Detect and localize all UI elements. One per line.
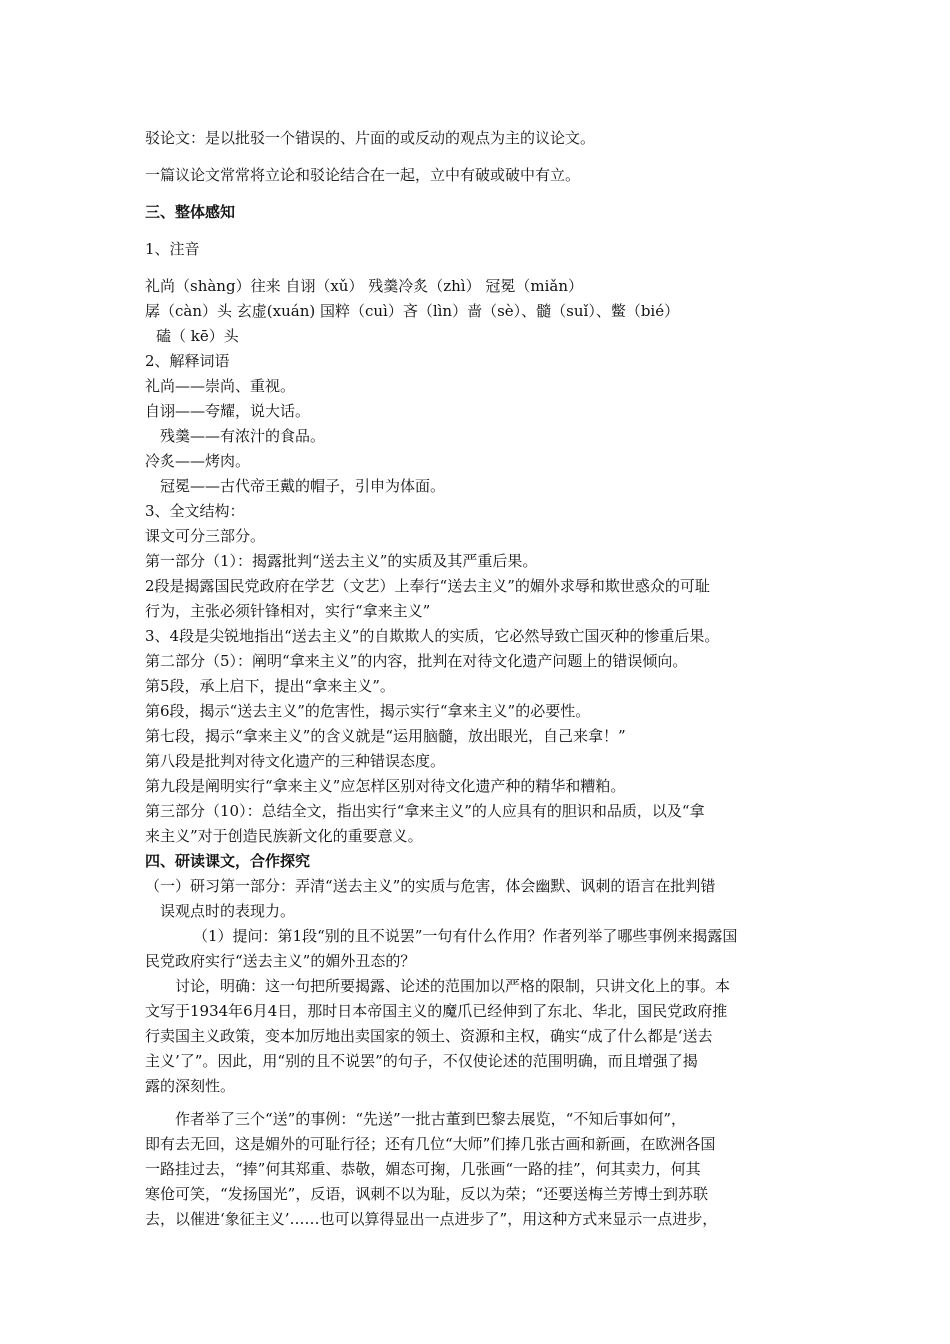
section-heading: 四、研读课文，合作探究 [145,852,311,870]
text-line: 第5段，承上启下，提出“拿来主义”。 [145,677,395,695]
discussion-line: 露的深刻性。 [145,1077,236,1095]
text-line: 一篇议论文常常将立论和驳论结合在一起，立中有破或破中有立。 [145,166,581,184]
text-line: 3、4段是尖锐地指出“送去主义”的自欺欺人的实质，它必然导致亡国灭种的惨重后果。 [145,627,720,645]
text-line: 行为，主张必须针锋相对，实行“拿来主义” [145,602,431,620]
text-line: 来主义”对于创造民族新文化的重要意义。 [145,827,423,845]
question-line: 民党政府实行“送去主义”的媚外丑态的？ [145,952,416,970]
pinyin-line: 礼尚（shàng）往来 自诩（xǔ） 残羹冷炙（zhì） 冠冕（miǎn） [145,277,583,295]
subheading: 1、注音 [145,240,200,258]
document-body [145,126,810,1232]
discussion-line: 讨论，明确：这一句把所要揭露、论述的范围加以严格的限制，只讲文化上的事。本 [175,977,731,995]
subheading: 3、全文结构： [145,502,245,520]
text-line: （一）研习第一部分：弄清“送去主义”的实质与危害，体会幽默、讽刺的语言在批判错 [145,877,716,895]
definition-line: 冷炙——烤肉。 [145,452,251,470]
discussion-line: 即有去无回，这是媚外的可耻行径；还有几位“大师”们捧几张古画和新画，在欧洲各国 [145,1135,716,1153]
pinyin-line: 孱（càn）头 玄虚(xuán) 国粹（cuì）吝（lìn）啬（sè）、髓（suǐ）、鳖（bié） [145,302,680,320]
definition-line: 残羹——有浓汁的食品。 [160,427,326,445]
text-line: 第八段是批判对待文化遗产的三种错误态度。 [145,752,446,770]
text-line: 误观点时的表现力。 [160,902,296,920]
text-line: 课文可分三部分。 [145,527,266,545]
text-line: 第三部分（10）：总结全文，指出实行“拿来主义”的人应具有的胆识和品质，以及“拿 [145,802,705,820]
text-line: 第七段，揭示“拿来主义”的含义就是“运用脑髓，放出眼光，自己来拿！” [145,727,626,745]
text-line: 驳论文：是以批驳一个错误的、片面的或反动的观点为主的议论文。 [145,129,596,147]
pinyin-line: 磕（ kē）头 [156,327,239,345]
subheading: 2、解释词语 [145,352,230,370]
discussion-line: 作者举了三个“送”的事例：“先送”一批古董到巴黎去展览，“不知后事如何”， [175,1110,687,1128]
text-line: 第一部分（1）：揭露批判“送去主义”的实质及其严重后果。 [145,552,538,570]
text-line: 第6段，揭示“送去主义”的危害性，揭示实行“拿来主义”的必要性。 [145,702,591,720]
definition-line: 礼尚——崇尚、重视。 [145,377,296,395]
discussion-line: 去，以催进‘象征主义’……也可以算得显出一点进步了”，用这种方式来显示一点进步， [145,1210,718,1228]
text-line: 第九段是阐明实行“拿来主义”应怎样区别对待文化遗产种的精华和糟粕。 [145,777,626,795]
discussion-line: 文写于1934年6月4日，那时日本帝国主义的魔爪已经伸到了东北、华北，国民党政府推 [145,1002,728,1020]
section-heading: 三、整体感知 [145,203,236,221]
discussion-line: 一路挂过去，“捧”何其郑重、恭敬，媚态可掬，几张画“一路的挂”，何其卖力，何其 [145,1160,701,1178]
text-line: 第二部分（5）：阐明“拿来主义”的内容，批判在对待文化遗产问题上的错误倾向。 [145,652,688,670]
discussion-line: 行卖国主义政策，变本加厉地出卖国家的领土、资源和主权，确实“成了什么都是‘送去 [145,1027,713,1045]
discussion-line: 寒伧可笑，“发扬国光”，反语，讽刺不以为耻，反以为荣；“还要送梅兰芳博士到苏联 [145,1185,709,1203]
definition-line: 冠冕——古代帝王戴的帽子，引申为体面。 [160,477,446,495]
text-line: 2段是揭露国民党政府在学艺（文艺）上奉行“送去主义”的媚外求辱和欺世惑众的可耻 [145,577,710,595]
discussion-line: 主义’了”。因此，用“别的且不说罢”的句子，不仅使论述的范围明确，而且增强了揭 [145,1052,698,1070]
definition-line: 自诩——夸耀，说大话。 [145,402,311,420]
question-line: （1）提问：第1段“别的且不说罢”一句有什么作用？作者列举了哪些事例来揭露国 [193,927,738,945]
